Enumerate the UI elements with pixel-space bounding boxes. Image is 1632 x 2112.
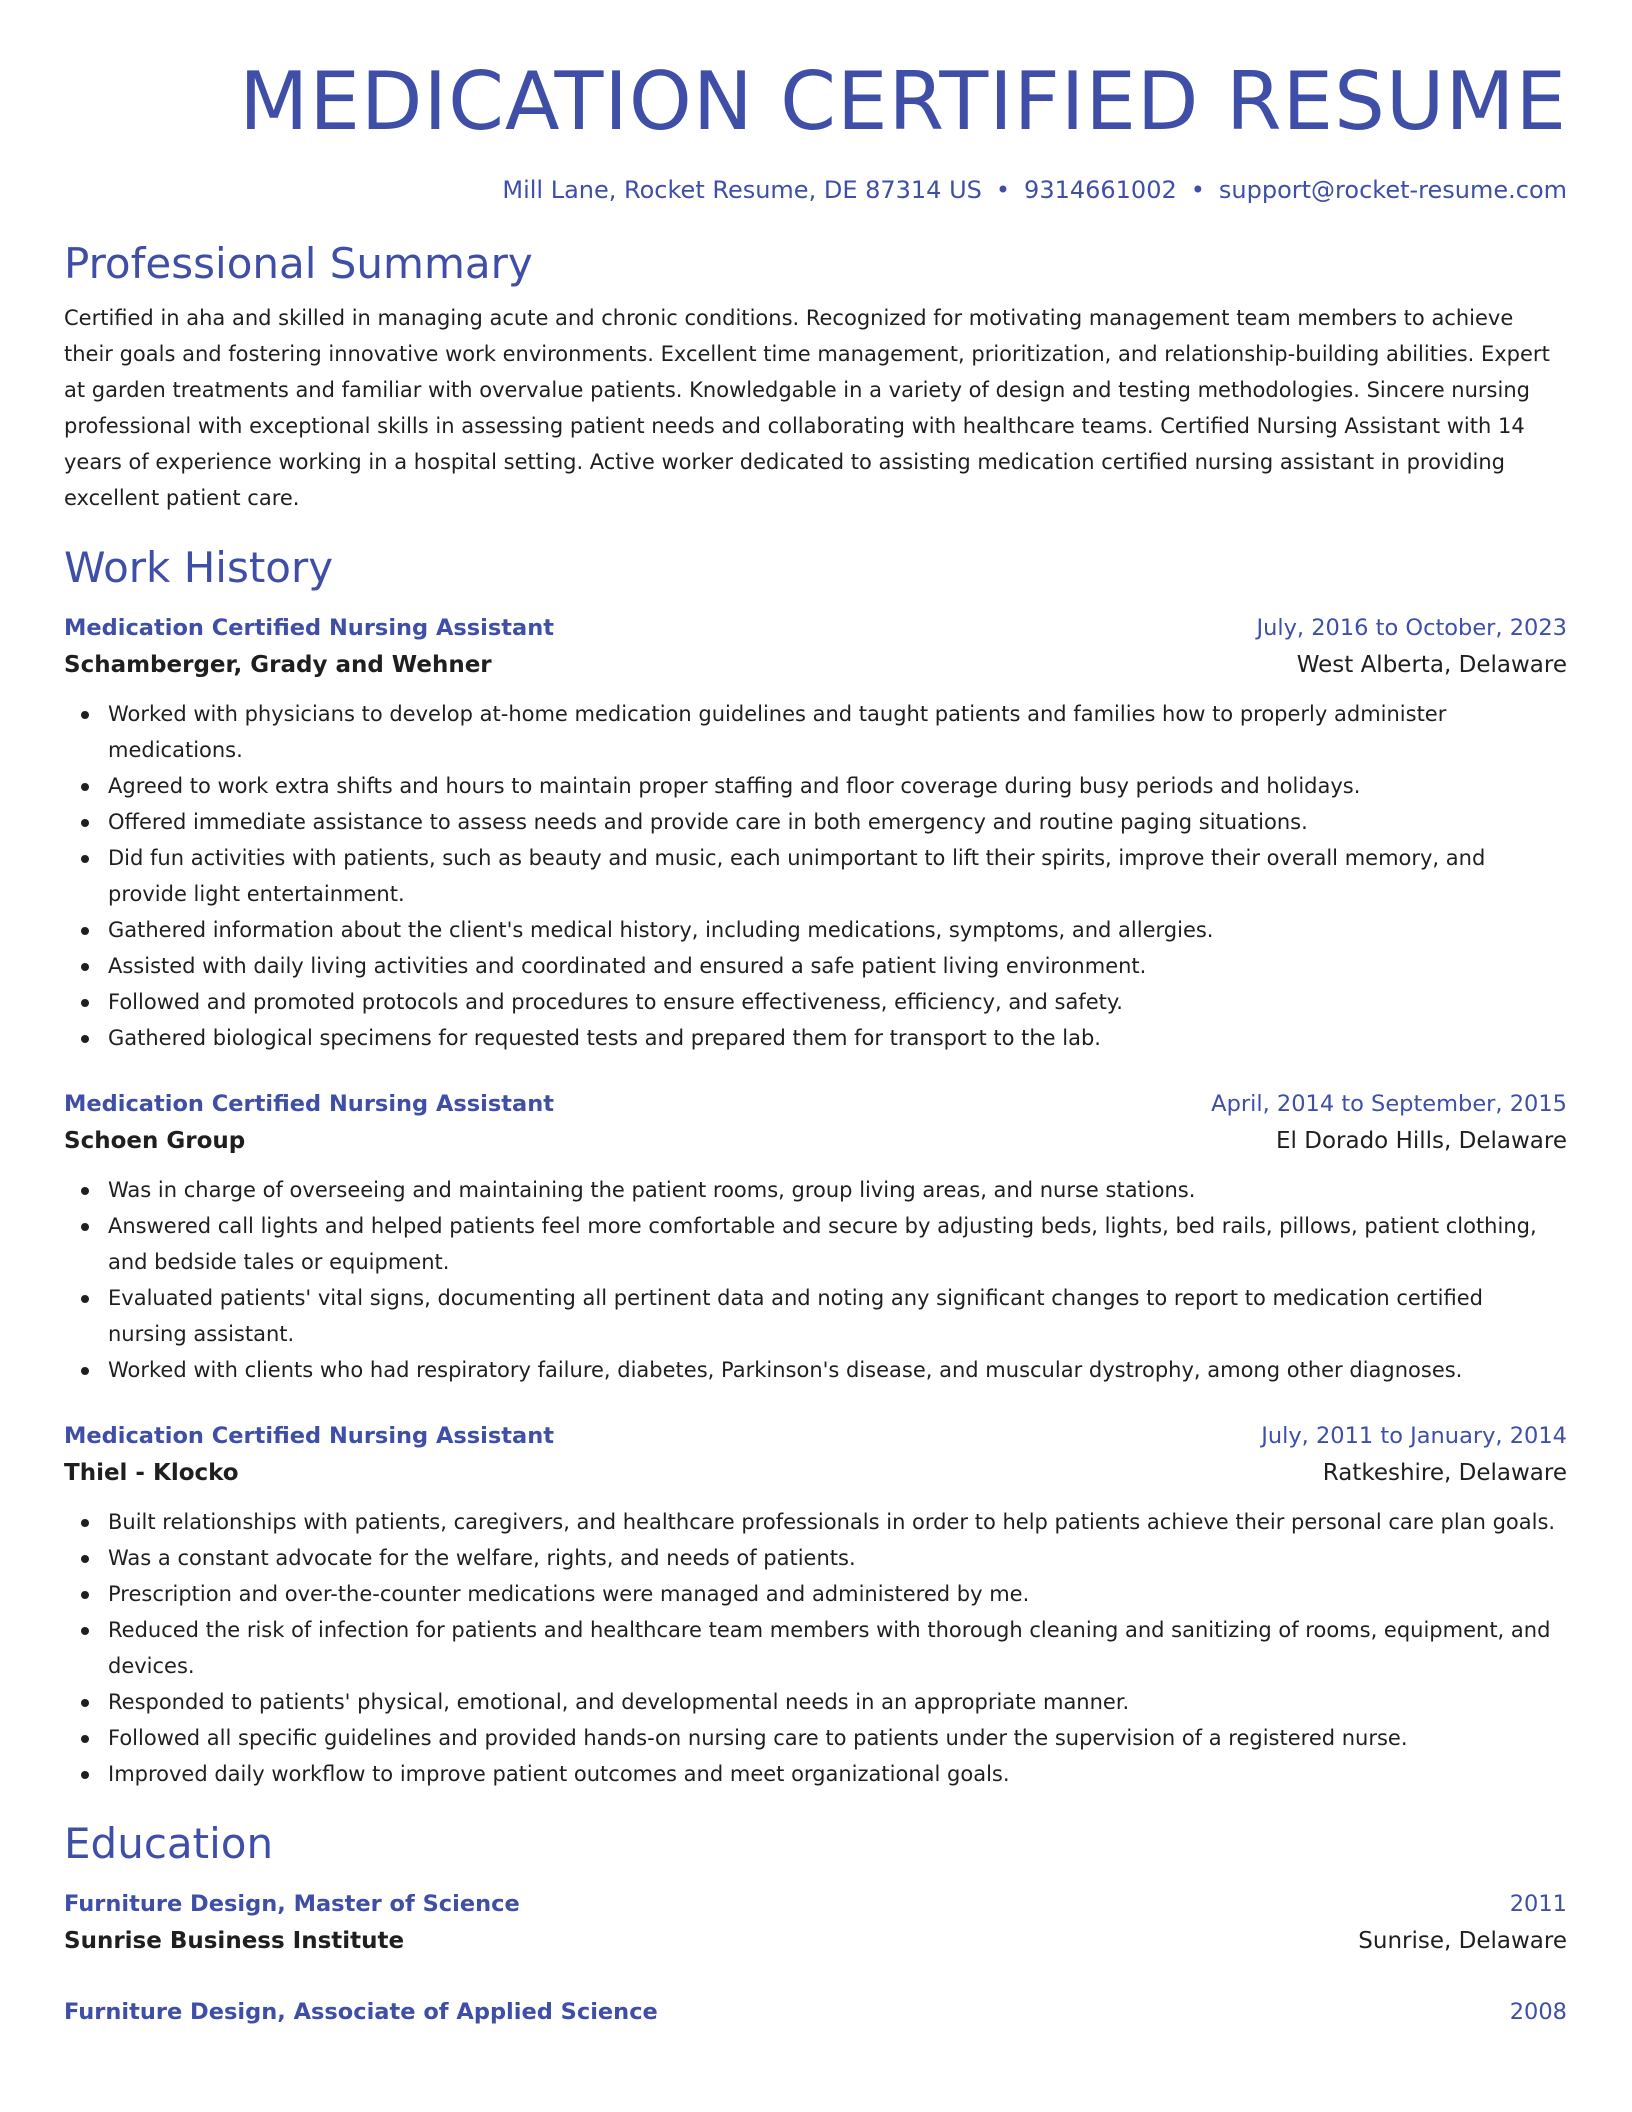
job-bullets (64, 1504, 1567, 1792)
education-entry (64, 1994, 1567, 2030)
job-role: Medication Certified Nursing Assistant (64, 1091, 555, 1117)
bullet-item: Was a constant advocate for the welfare, rights, and needs of patients. (108, 1540, 1567, 1576)
job-dates: July, 2016 to October, 2023 (1256, 615, 1567, 641)
contact-phone: 9314661002 (1024, 176, 1177, 204)
job-role: Medication Certified Nursing Assistant (64, 1423, 555, 1449)
bullet-item: Agreed to work extra shifts and hours to maintain proper staffing and floor coverage during busy periods and holidays. (108, 768, 1567, 804)
contact-email: support@rocket-resume.com (1218, 176, 1567, 204)
contact-line (64, 174, 1567, 206)
job-bullets (64, 1172, 1567, 1388)
edu-school: Sunrise Business Institute (64, 1928, 405, 1954)
bullet-item: Worked with clients who had respiratory failure, diabetes, Parkinson's disease, and muscular dystrophy, among other diagnoses. (108, 1352, 1567, 1388)
job-entry (64, 1086, 1567, 1388)
work-history-heading: Work History (64, 543, 334, 592)
bullet-item: Reduced the risk of infection for patients and healthcare team members with thorough cleaning and sanitizing of rooms, equipment, and devices. (108, 1612, 1567, 1684)
job-entry (64, 1418, 1567, 1792)
job-company: Schoen Group (64, 1128, 246, 1154)
education-entry (64, 1886, 1567, 1960)
job-bullets (64, 696, 1567, 1056)
job-role: Medication Certified Nursing Assistant (64, 615, 555, 641)
bullet-item: Followed and promoted protocols and procedures to ensure effectiveness, efficiency, and safety. (108, 984, 1567, 1020)
bullet-item: Worked with physicians to develop at-home medication guidelines and taught patients and families how to properly administer medications. (108, 696, 1567, 768)
bullet-item: Responded to patients' physical, emotional, and developmental needs in an appropriate manner. (108, 1684, 1567, 1720)
resume-page (64, 0, 1567, 2030)
edu-location: Sunrise, Delaware (1358, 1928, 1567, 1954)
job-dates: July, 2011 to January, 2014 (1261, 1423, 1567, 1449)
edu-year: 2008 (1509, 1999, 1567, 2025)
summary-text: Certified in aha and skilled in managing acute and chronic conditions. Recognized for motivating management team members to achieve their goals and fostering innovative work environments. Excellent time management, prioritization, and relationship-building abilities. Expert at garden treatments and familiar with overvalue patients. Knowledgable in a variety of design and testing methodologies. Sincere nursing professional with exceptional skills in assessing patient needs and collaborating with healthcare teams. Certified Nursing Assistant with 14 years of experience working in a hospital setting. Active worker dedicated to assisting medication certified nursing assistant in providing excellent patient care. (64, 306, 1550, 510)
bullet-item: Built relationships with patients, caregivers, and healthcare professionals in order to help patients achieve their personal care plan goals. (108, 1504, 1567, 1540)
separator-dot: • (1190, 176, 1205, 204)
edu-degree: Furniture Design, Master of Science (64, 1891, 520, 1917)
bullet-item: Answered call lights and helped patients feel more comfortable and secure by adjusting beds, lights, bed rails, pillows, patient clothing, and bedside tales or equipment. (108, 1208, 1567, 1280)
bullet-item: Offered immediate assistance to assess needs and provide care in both emergency and routine paging situations. (108, 804, 1567, 840)
job-location: El Dorado Hills, Delaware (1276, 1128, 1567, 1154)
job-entry (64, 610, 1567, 1056)
resume-title: MEDICATION CERTIFIED RESUME (239, 55, 1567, 148)
bullet-item: Prescription and over-the-counter medications were managed and administered by me. (108, 1576, 1567, 1612)
job-location: West Alberta, Delaware (1296, 652, 1567, 678)
bullet-item: Gathered information about the client's medical history, including medications, symptoms, and allergies. (108, 912, 1567, 948)
summary-heading: Professional Summary (64, 239, 533, 288)
bullet-item: Assisted with daily living activities and coordinated and ensured a safe patient living environment. (108, 948, 1567, 984)
contact-address: Mill Lane, Rocket Resume, DE 87314 US (502, 176, 982, 204)
bullet-item: Followed all specific guidelines and provided hands-on nursing care to patients under the supervision of a registered nurse. (108, 1720, 1567, 1756)
edu-degree: Furniture Design, Associate of Applied Science (64, 1999, 658, 2025)
edu-year: 2011 (1509, 1891, 1567, 1917)
job-company: Thiel - Klocko (64, 1460, 239, 1486)
job-company: Schamberger, Grady and Wehner (64, 652, 492, 678)
bullet-item: Evaluated patients' vital signs, documenting all pertinent data and noting any significant changes to report to medication certified nursing assistant. (108, 1280, 1567, 1352)
education-heading: Education (64, 1819, 274, 1868)
bullet-item: Improved daily workflow to improve patient outcomes and meet organizational goals. (108, 1756, 1567, 1792)
separator-dot: • (995, 176, 1011, 204)
job-dates: April, 2014 to September, 2015 (1211, 1091, 1567, 1117)
bullet-item: Gathered biological specimens for requested tests and prepared them for transport to the lab. (108, 1020, 1567, 1056)
job-location: Ratkeshire, Delaware (1322, 1460, 1567, 1486)
bullet-item: Did fun activities with patients, such as beauty and music, each unimportant to lift their spirits, improve their overall memory, and provide light entertainment. (108, 840, 1567, 912)
bullet-item: Was in charge of overseeing and maintaining the patient rooms, group living areas, and nurse stations. (108, 1172, 1567, 1208)
